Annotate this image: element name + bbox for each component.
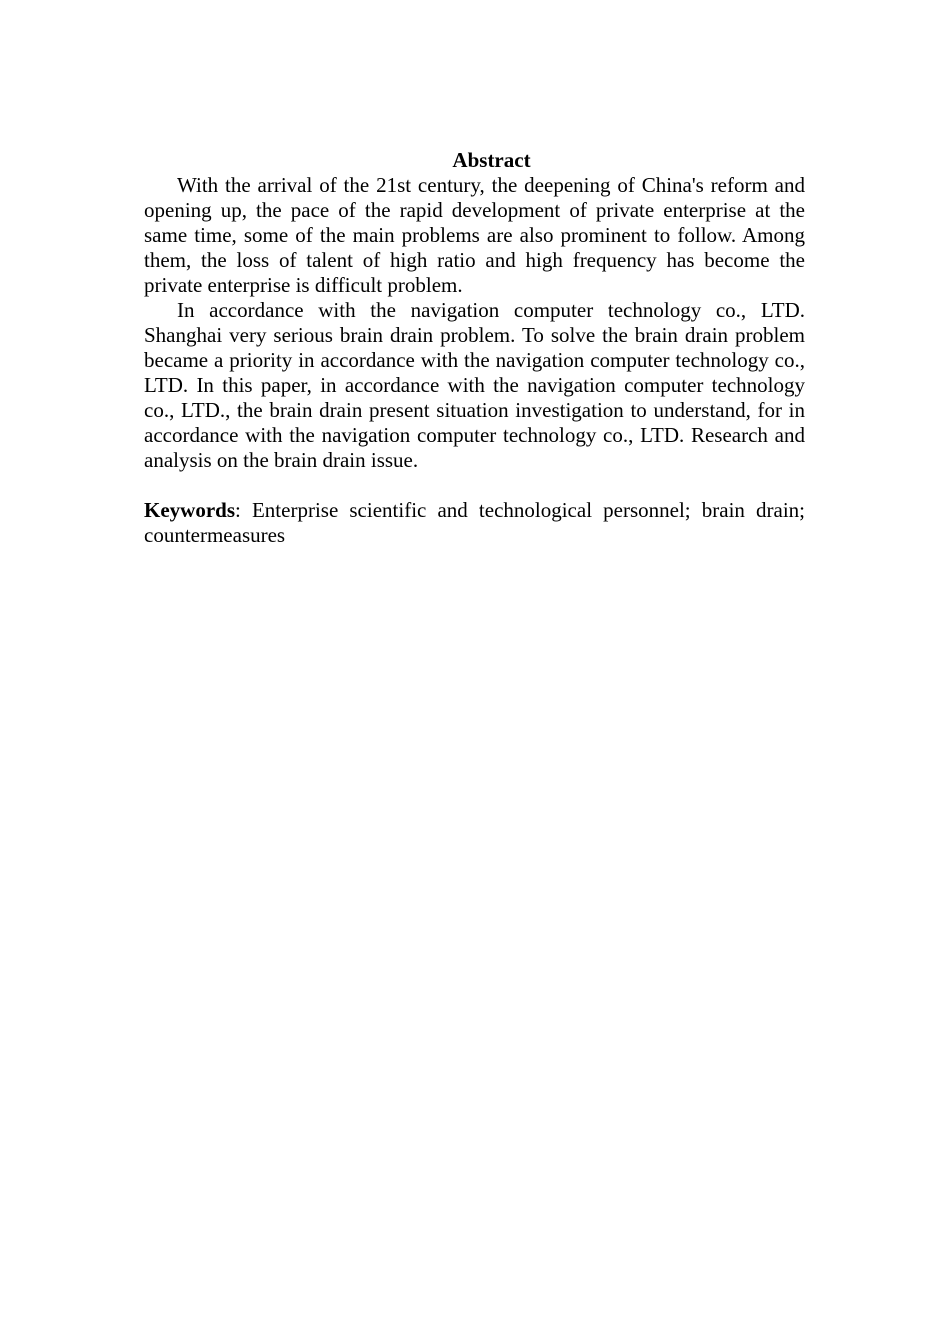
- abstract-paragraph-2: In accordance with the navigation computer technology co., LTD. Shanghai very serious brain drain problem. To solve the brain drain problem became a priority in accordance with the navigation computer technology co., LTD. In this paper, in accordance with the navigation computer technology co., LTD., the brain drain present situation investigation to understand, for in accordance with the navigation computer technology co., LTD. Research and analysis on the brain drain issue.: [144, 298, 805, 472]
- abstract-title: Abstract: [452, 148, 531, 172]
- keywords-separator: :: [235, 498, 252, 522]
- keywords-text: Enterprise scientific and technological personnel; brain drain; countermeasures: [144, 498, 806, 547]
- keywords-label: Keywords: [144, 498, 235, 522]
- abstract-paragraph-1: With the arrival of the 21st century, the deepening of China's reform and opening up, the pace of the rapid development of private enterprise at the same time, some of the main problems are also prominent to follow. Among them, the loss of talent of high ratio and high frequency has become the private enterprise is difficult problem.: [144, 173, 805, 297]
- abstract-section: [144, 148, 805, 548]
- keywords-line: [144, 498, 805, 548]
